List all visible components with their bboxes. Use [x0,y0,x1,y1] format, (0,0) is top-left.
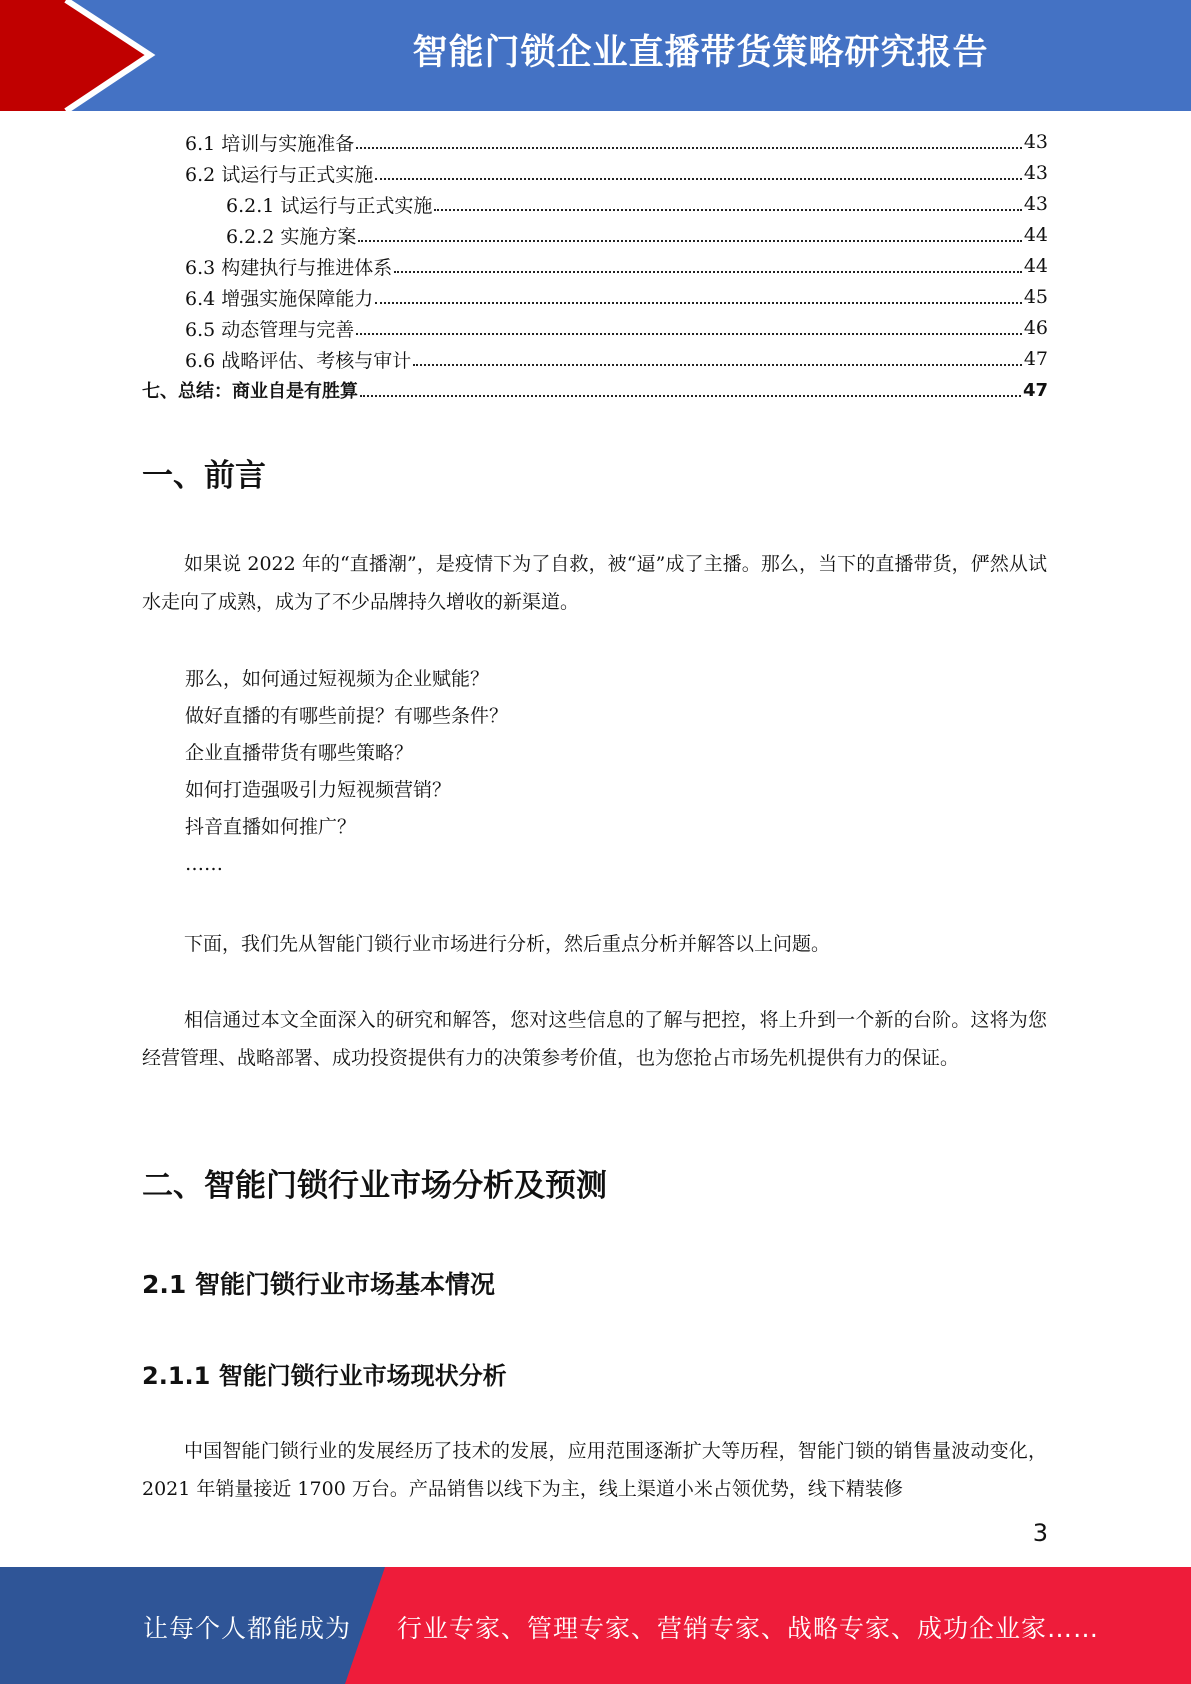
subsection-heading: 2.1 智能门锁行业市场基本情况 [142,1270,495,1299]
toc-entry-label: 6.6 战略评估、考核与审计 [185,349,412,372]
question-item: 那么，如何通过短视频为企业赋能？ [185,668,490,690]
toc-entry-label: 6.2 试运行与正式实施 [185,163,374,186]
intro-paragraph: 如果说 2022 年的“直播潮”，是疫情下为了自救，被“逼”成了主播。那么，当下的直播带货，俨然从试水走向了成熟，成为了不少品牌持久增收的新渠道。 [142,553,1047,613]
toc-entry-page: 43 [1023,193,1048,215]
footer-slogan-right: 行业专家、管理专家、营销专家、战略专家、成功企业家…… [397,1614,1100,1643]
toc-entry[interactable] [185,345,1048,373]
page-footer [0,1567,1191,1684]
toc-leader-dots [394,271,1022,273]
report-title: 智能门锁企业直播带货策略研究报告 [412,33,989,73]
toc-entry-label: 6.3 构建执行与推进体系 [185,256,393,279]
header-arrow-decoration [0,0,160,111]
toc-leader-dots [375,178,1022,180]
page-number: 3 [1032,1519,1048,1547]
toc-entry-page: 44 [1023,255,1048,277]
toc-entry-label: 6.1 培训与实施准备 [185,132,355,155]
toc-leader-dots [356,333,1022,335]
toc-entry-page: 43 [1023,131,1048,153]
toc-leader-dots [356,147,1022,149]
toc-entry-page: 47 [1023,348,1048,370]
question-item: 企业直播带货有哪些策略？ [185,742,414,764]
toc-entry-page: 43 [1023,162,1048,184]
toc-leader-dots [358,240,1021,242]
header-red-chevron [0,0,150,111]
toc-entry[interactable] [185,314,1048,342]
toc-entry-label: 6.2.2 实施方案 [226,225,357,248]
subsubsection-heading: 2.1.1 智能门锁行业市场现状分析 [142,1362,507,1390]
toc-entry[interactable] [226,221,1048,249]
toc-leader-dots [375,302,1022,304]
toc-entry-page: 45 [1023,286,1048,308]
toc-leader-dots [413,364,1022,366]
toc-entry[interactable] [185,128,1048,156]
section-heading: 二、智能门锁行业市场分析及预测 [142,1168,607,1204]
toc-leader-dots [434,209,1021,211]
toc-entry-page: 47 [1022,379,1048,401]
body-paragraph: 中国智能门锁行业的发展经历了技术的发展，应用范围逐渐扩大等历程，智能门锁的销售量波动变化，2021 年销量接近 1700 万台。产品销售以线下为主，线上渠道小米占领优势，线下精装修 [142,1440,1047,1500]
question-item: 如何打造强吸引力短视频营销？ [185,779,452,801]
toc-entry-label: 6.5 动态管理与完善 [185,318,355,341]
body-paragraph: 相信通过本文全面深入的研究和解答，您对这些信息的了解与把控，将上升到一个新的台阶。这将为您经营管理、战略部署、成功投资提供有力的决策参考价值，也为您抢占市场先机提供有力的保证。 [142,1009,1047,1069]
footer-slogan-left: 让每个人都能成为 [143,1614,352,1643]
question-item: 抖音直播如何推广？ [185,816,357,838]
toc-entry[interactable] [226,190,1048,218]
toc-entry-page: 46 [1023,317,1048,339]
toc-entry-page: 44 [1023,224,1048,246]
question-item: 做好直播的有哪些前提？有哪些条件？ [185,705,509,727]
page-header [0,0,1191,111]
toc-entry[interactable] [185,159,1048,187]
toc-entry-chapter[interactable] [142,376,1048,404]
question-ellipsis: …… [185,853,223,875]
toc-entry-label: 6.2.1 试运行与正式实施 [226,194,433,217]
toc-entry-label: 七、总结：商业自是有胜算 [142,381,358,402]
toc-entry[interactable] [185,252,1048,280]
body-paragraph: 下面，我们先从智能门锁行业市场进行分析，然后重点分析并解答以上问题。 [184,933,831,955]
toc-entry-label: 6.4 增强实施保障能力 [185,287,374,310]
section-heading: 一、前言 [142,458,266,494]
toc-entry[interactable] [185,283,1048,311]
toc-leader-dots [360,395,1021,397]
